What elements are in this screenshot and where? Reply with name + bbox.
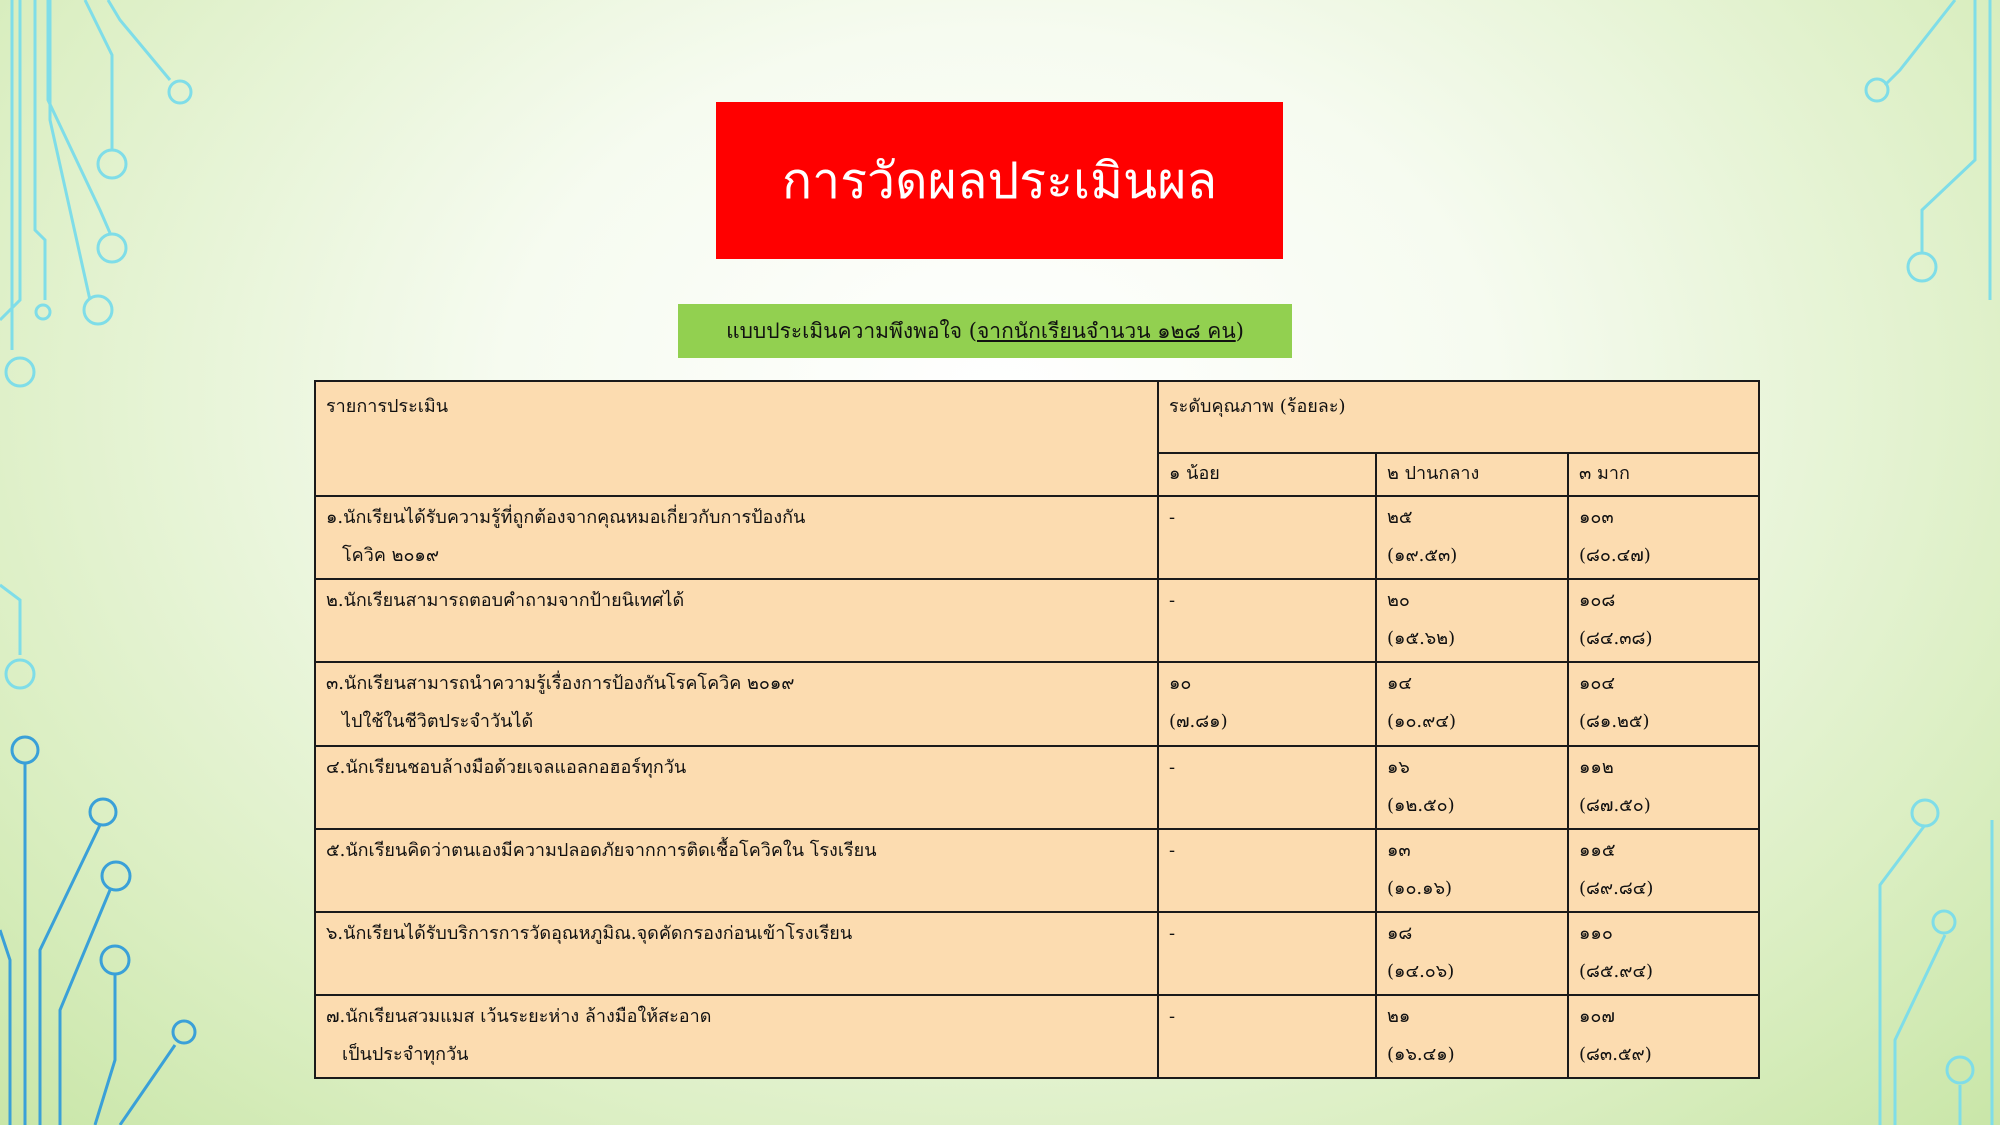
- value-text: (๘๕.๙๔): [1579, 960, 1654, 982]
- value-text: (๑๐.๑๖): [1387, 877, 1453, 899]
- level-low-cell: [1158, 995, 1376, 1078]
- value-text: (๘๔.๓๘): [1579, 628, 1653, 650]
- value-text: -: [1169, 756, 1176, 778]
- title-banner: [716, 102, 1283, 259]
- item-cell: [315, 912, 1158, 995]
- item-text: ๓.นักเรียนสามารถนำความรู้เรื่องการป้องกันโรคโควิค ๒๐๑๙: [326, 673, 795, 695]
- evaluation-table: [314, 380, 1760, 1079]
- subtitle-prefix: แบบประเมินความพึงพอใจ (: [726, 318, 977, 343]
- level-mid-cell: [1376, 912, 1568, 995]
- item-text: ๕.นักเรียนคิดว่าตนเองมีความปลอดภัยจากการติดเชื้อโควิคใน โรงเรียน: [326, 839, 877, 861]
- item-text: ๔.นักเรียนชอบล้างมือด้วยเจลแอลกอฮอร์ทุกวัน: [326, 756, 687, 778]
- item-text: ๗.นักเรียนสวมแมส เว้นระยะห่าง ล้างมือให้สะอาด: [326, 1005, 712, 1027]
- level-high-cell: [1568, 912, 1759, 995]
- value-text: (๘๙.๘๔): [1579, 877, 1654, 899]
- item-cell: [315, 662, 1158, 745]
- value-text: ๑๔: [1387, 673, 1413, 695]
- level-low-cell: [1158, 496, 1376, 579]
- level-high-cell: [1568, 662, 1759, 745]
- level-high-cell: [1568, 995, 1759, 1078]
- value-text: (๘๑.๒๕): [1579, 711, 1650, 733]
- level-low-cell: [1158, 912, 1376, 995]
- item-text: ๒.นักเรียนสามารถตอบคำถามจากป้ายนิเทศได้: [326, 590, 685, 612]
- table-row: [315, 829, 1759, 912]
- value-text: (๘๓.๕๙): [1579, 1043, 1652, 1065]
- value-text: ๒๕: [1387, 507, 1413, 529]
- item-text: ๖.นักเรียนได้รับบริการการวัดอุณหภูมิณ.จุดคัดกรองก่อนเข้าโรงเรียน: [326, 922, 853, 944]
- value-text: ๑๐๗: [1579, 1005, 1615, 1027]
- value-text: ๒๑: [1387, 1005, 1411, 1027]
- value-text: (๑๙.๕๓): [1387, 545, 1458, 567]
- value-text: (๗.๘๑): [1169, 711, 1228, 733]
- value-text: ๒๐: [1387, 590, 1410, 612]
- level-high-cell: [1568, 496, 1759, 579]
- item-text: โควิค ๒๐๑๙: [342, 545, 440, 567]
- level-mid-cell: [1376, 746, 1568, 829]
- table-header-row: [315, 381, 1759, 453]
- value-text: (๑๕.๖๒): [1387, 628, 1456, 650]
- page-title: การวัดผลประเมินผล: [781, 151, 1218, 210]
- value-text: ๑๐๓: [1579, 507, 1614, 529]
- header-item: รายการประเมิน: [326, 396, 449, 417]
- header-level-low: ๑ น้อย: [1158, 453, 1376, 497]
- level-low-cell: [1158, 746, 1376, 829]
- level-mid-cell: [1376, 579, 1568, 662]
- item-text: ๑.นักเรียนได้รับความรู้ที่ถูกต้องจากคุณหมอเกี่ยวกับการป้องกัน: [326, 507, 806, 529]
- item-text: ไปใช้ในชีวิตประจำวันได้: [342, 711, 534, 733]
- level-low-cell: [1158, 662, 1376, 745]
- value-text: (๑๒.๕๐): [1387, 794, 1455, 816]
- level-mid-cell: [1376, 995, 1568, 1078]
- level-high-cell: [1568, 579, 1759, 662]
- subtitle-respondents: จากนักเรียนจำนวน ๑๒๘ คน: [976, 318, 1236, 343]
- level-low-cell: [1158, 829, 1376, 912]
- value-text: ๑๐๘: [1579, 590, 1616, 612]
- value-text: ๑๑๐: [1579, 922, 1613, 944]
- value-text: ๑๑๕: [1579, 839, 1616, 861]
- table-row: [315, 579, 1759, 662]
- value-text: ๑๐๔: [1579, 673, 1616, 695]
- item-cell: [315, 496, 1158, 579]
- item-cell: [315, 995, 1158, 1078]
- level-mid-cell: [1376, 662, 1568, 745]
- table-row: [315, 746, 1759, 829]
- value-text: (๑๔.๐๖): [1387, 960, 1455, 982]
- subtitle-suffix: ): [1235, 319, 1244, 343]
- table-row: [315, 662, 1759, 745]
- header-level-mid: ๒ ปานกลาง: [1376, 453, 1568, 497]
- table-row: [315, 496, 1759, 579]
- item-cell: [315, 746, 1158, 829]
- header-level-cell: [1158, 381, 1759, 453]
- table-row: [315, 995, 1759, 1078]
- level-mid-cell: [1376, 829, 1568, 912]
- value-text: -: [1169, 1005, 1176, 1027]
- value-text: (๑๖.๔๑): [1387, 1043, 1455, 1065]
- value-text: ๑๘: [1387, 922, 1413, 944]
- value-text: -: [1169, 590, 1176, 612]
- value-text: ๑๐: [1169, 673, 1192, 695]
- value-text: (๑๐.๙๔): [1387, 711, 1456, 733]
- value-text: (๘๗.๕๐): [1579, 794, 1651, 816]
- value-text: (๘๐.๔๗): [1579, 545, 1651, 567]
- header-level-high: ๓ มาก: [1568, 453, 1759, 497]
- value-text: -: [1169, 922, 1176, 944]
- item-cell: [315, 829, 1158, 912]
- level-high-cell: [1568, 746, 1759, 829]
- level-low-cell: [1158, 579, 1376, 662]
- item-cell: [315, 579, 1158, 662]
- level-high-cell: [1568, 829, 1759, 912]
- item-text: เป็นประจำทุกวัน: [342, 1043, 469, 1065]
- level-mid-cell: [1376, 496, 1568, 579]
- value-text: ๑๑๒: [1579, 756, 1614, 778]
- value-text: ๑๖: [1387, 756, 1410, 778]
- value-text: -: [1169, 507, 1176, 529]
- subtitle-banner: [678, 304, 1292, 358]
- value-text: ๑๓: [1387, 839, 1411, 861]
- header-item-cell: [315, 381, 1158, 496]
- table-row: [315, 912, 1759, 995]
- value-text: -: [1169, 839, 1176, 861]
- header-level: ระดับคุณภาพ (ร้อยละ): [1169, 396, 1346, 417]
